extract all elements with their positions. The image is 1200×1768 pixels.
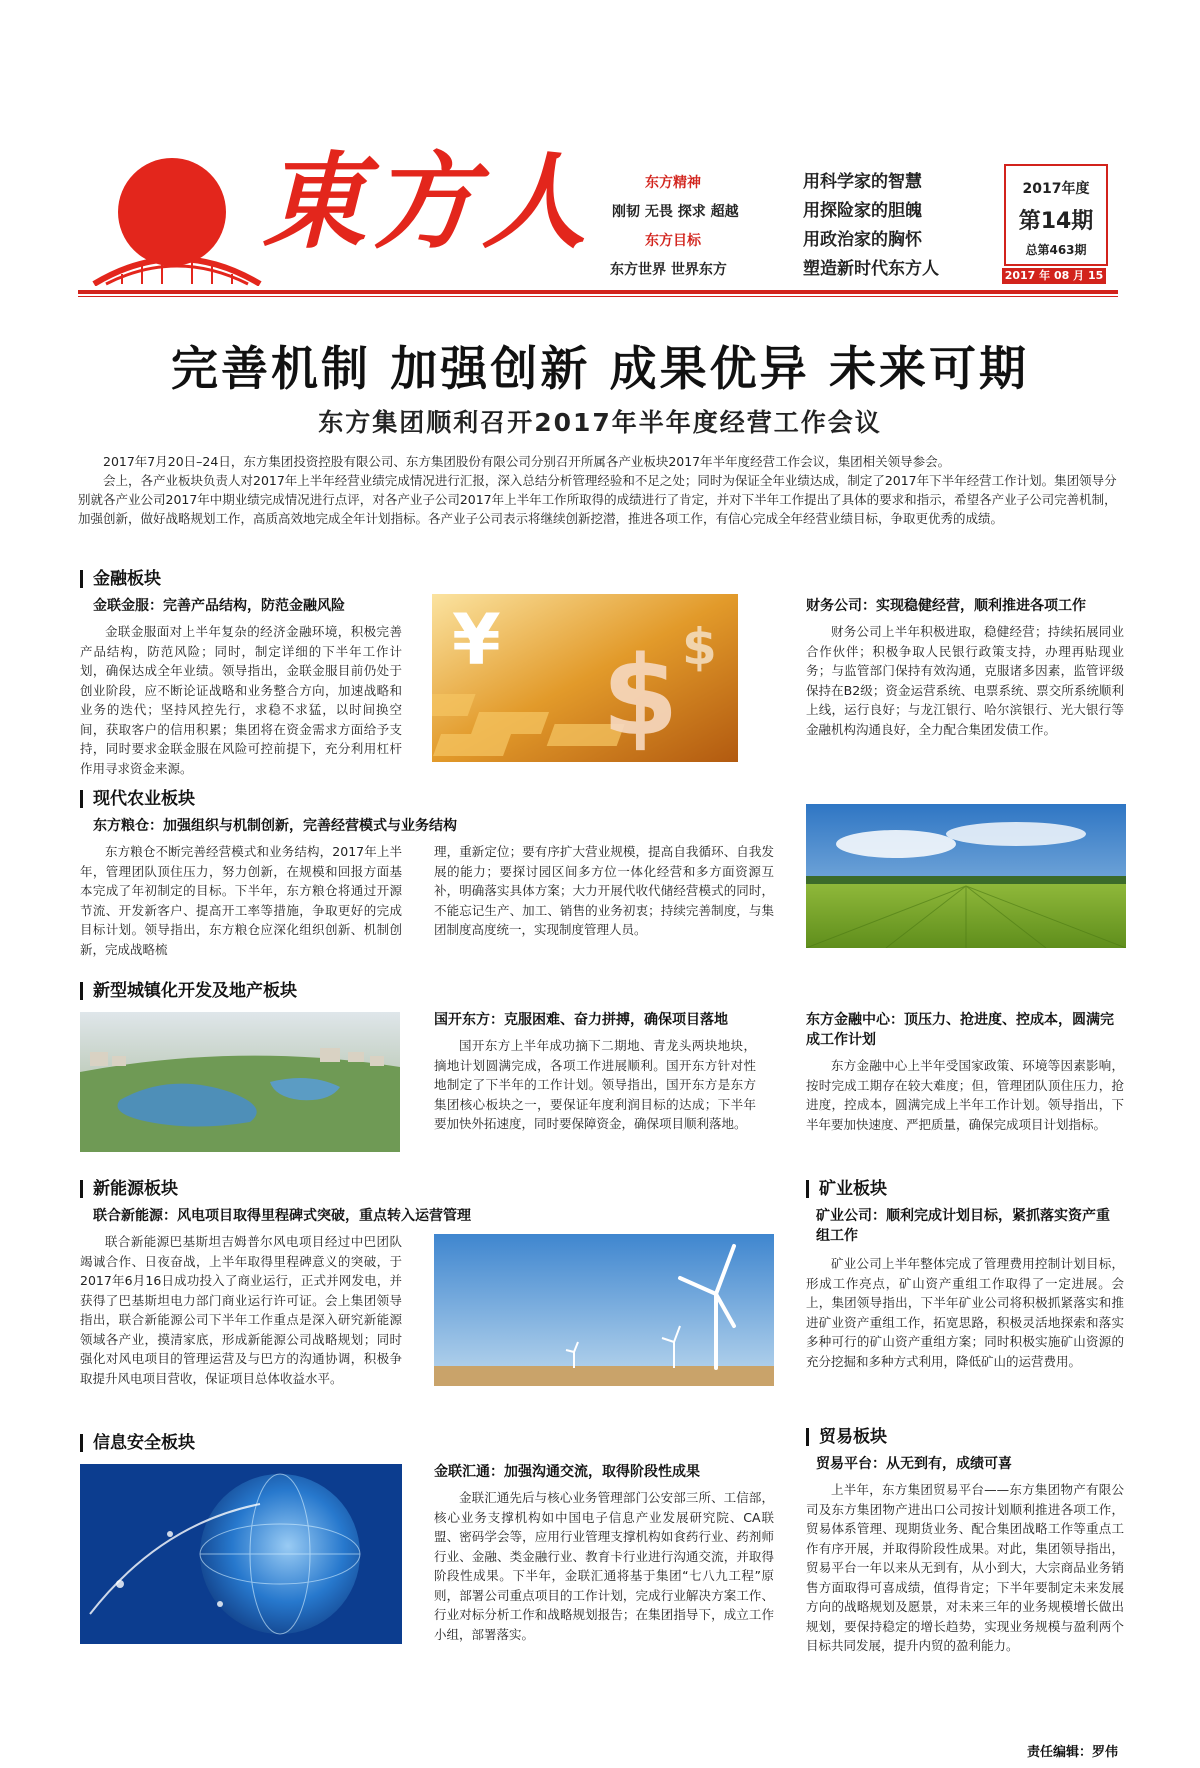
section-finance-title: 金融板块 <box>80 570 161 588</box>
slogan-2: 用探险家的胆魄 <box>803 201 922 221</box>
svg-text:$: $ <box>602 632 679 760</box>
farm-field-photo <box>806 804 1126 948</box>
article-title: 矿业公司：顺利完成计划目标，紧抓落实资产重组工作 <box>816 1208 1110 1244</box>
city-aerial-photo <box>80 1012 400 1152</box>
article-title: 国开东方：克服困难、奋力拼搏，确保项目落地 <box>434 1012 728 1028</box>
article-body: 上半年，东方集团贸易平台——东方集团物产有限公司及东方集团物产进出口公司按计划顺利推进各项工作，贸易体系管理、现期货业务、配合集团战略工作等重点工作有序开展，并取得阶段性成果。对此，集团领导指出，贸易平台一年以来从无到有，从小到大，大宗商品业务销售方面取得可喜成绩，值得肯定；下半年要制定未来发展方向的战略规划及愿景，对未来三年的业务规模增长做出规划，要保持稳定的增长趋势，实现业务规模与盈利两个目标共同发展，提升内贸的盈利能力。 <box>806 1482 1124 1653</box>
article-body: 矿业公司上半年整体完成了管理费用控制计划目标，形成工作亮点，矿山资产重组工作取得了一定进展。会上，集团领导指出，下半年矿业公司将积极抓紧落实和推进矿业资产重组工作，拓宽思路，积极灵活地探索和落实多种可行的矿山资产重组方案；同时积极实施矿山资源的充分挖掘和多种方式利用，降低矿山的运营费用。 <box>806 1256 1124 1369</box>
article-body: 国开东方上半年成功摘下二期地、青龙头两块地块，摘地计划圆满完成，各项工作进展顺利。国开东方针对性地制定了下半年的工作计划。领导指出，国开东方是东方集团核心板块之一，要保证年度利润目标的达成；下半年要加快外拓速度，同时要保障资金，确保项目顺利落地。 <box>434 1038 756 1131</box>
section-urban-title: 新型城镇化开发及地产板块 <box>80 982 297 1000</box>
masthead-rule-thin <box>78 296 1118 297</box>
wind-turbine-photo <box>434 1234 774 1386</box>
article-title: 贸易平台：从无到有，成绩可喜 <box>816 1456 1012 1472</box>
issue-date: 2017 年 08 月 15 <box>1002 268 1106 284</box>
motto2-value: 东方世界 世界东方 <box>610 262 727 278</box>
article-body: 东方粮仓不断完善经营模式和业务结构，2017年上半年，管理团队顶住压力，努力创新，在规模和回报方面基本完成了年初制定的目标。下半年，东方粮仓将通过开源节流、开发新客户、提高开工率等措施，争取更好的完成目标计划。领导指出，东方粮仓应深化组织创新、机制创新，完成战略梳 <box>80 844 402 957</box>
article-body: 东方金融中心上半年受国家政策、环境等因素影响，按时完成工期存在较大难度；但，管理团队顶住压力，抢进度，控成本，圆满完成上半年工作计划。领导指出，下半年要加快速度、严把质量，确保完成项目计划指标。 <box>806 1058 1124 1132</box>
masthead-logo-text: 東方人 <box>262 140 593 263</box>
section-energy-title: 新能源板块 <box>80 1180 178 1198</box>
issue-box <box>1004 164 1108 266</box>
slogan-4: 塑造新时代东方人 <box>803 259 939 279</box>
article-title: 金联汇通：加强沟通交流，取得阶段性成果 <box>434 1464 700 1480</box>
intro-paragraph: 2017年7月20日–24日，东方集团投资控股有限公司、东方集团股份有限公司分别召开所属各产业板块2017年半年度经营工作会议，集团相关领导参会。 <box>103 454 951 469</box>
article-title: 联合新能源：风电项目取得里程碑式突破，重点转入运营管理 <box>93 1208 471 1224</box>
article-body: 联合新能源巴基斯坦吉姆普尔风电项目经过中巴团队竭诚合作、日夜奋战，上半年取得里程碑意义的突破，于2017年6月16日成功投入了商业运行，正式并网发电，并获得了巴基斯坦电力部门商业运行许可证。会上集团领导指出，联合新能源公司下半年工作重点是深入研究新能源领域各产业，摸清家底，形成新能源公司战略规划；同时强化对风电项目的管理运营及与巴方的沟通协调，积极争取提升风电项目营收，保证项目总体收益水平。 <box>80 1234 402 1386</box>
issue-number: 第14期 <box>1018 209 1094 234</box>
issue-year: 2017年度 <box>1022 181 1090 197</box>
article-body: 金联汇通先后与核心业务管理部门公安部三所、工信部，核心业务支撑机构如中国电子信息产业发展研究院、CA联盟、密码学会等，应用行业管理支撑机构如食药行业、药剂师行业、金融、类金融行业、教育卡行业进行沟通交流，并取得阶段性成果。下半年，金联汇通将基于集团“七八九工程”原则，部署公司重点项目的工作计划，完成行业解决方案工作、行业对标分析工作和战略规划报告；在集团指导下，成立工作小组，部署落实。 <box>434 1490 774 1642</box>
article-title: 金联金服：完善产品结构，防范金融风险 <box>93 598 345 614</box>
slogan-1: 用科学家的智慧 <box>803 172 922 192</box>
article-body: 金联金服面对上半年复杂的经济金融环境，积极完善产品结构，防范风险；同时，制定详细的下半年工作计划，确保达成全年业绩。领导指出，金联金服目前仍处于创业阶段，应不断论证战略和业务整合方向，加速战略和业务的迭代；坚持风控先行，求稳不求猛，以时间换空间，获取客户的信用积累；集团将在资金需求方面给予支持，同时要求金联金服在风险可控前提下，充分利用杠杆作用寻求资金来源。 <box>80 624 402 776</box>
issue-total: 总第463期 <box>1025 243 1087 257</box>
intro-text <box>78 452 1122 528</box>
article-title: 东方粮仓：加强组织与机制创新，完善经营模式与业务结构 <box>93 818 457 834</box>
motto1-value: 刚韧 无畏 探求 超越 <box>612 204 739 220</box>
svg-text:$: $ <box>682 618 717 676</box>
section-agri-title: 现代农业板块 <box>80 790 195 808</box>
global-network-photo <box>80 1464 402 1644</box>
sub-headline: 东方集团顺利召开2017年半年度经营工作会议 <box>318 408 882 437</box>
section-infosec-title: 信息安全板块 <box>80 1434 195 1452</box>
section-mining-title: 矿业板块 <box>806 1180 887 1198</box>
gold-currency-photo <box>432 594 738 762</box>
editor-credit: 责任编辑：罗伟 <box>1026 1745 1118 1760</box>
motto2-label: 东方目标 <box>645 233 701 249</box>
intro-paragraph: 会上，各产业板块负责人对2017年上半年经营业绩完成情况进行汇报，深入总结分析管理经验和不足之处；同时为保证全年业绩达成，制定了2017年下半年经营工作计划。集团领导分别就各产业公司2017年中期业绩完成情况进行点评，对各产业子公司2017年上半年工作所取得的成绩进行了肯定，并对下半年工作提出了具体的要求和指示，希望各产业子公司完善机制，加强创新，做好战略规划工作，高质高效地完成全年计划指标。各产业子公司表示将继续创新挖潜，推进各项工作，有信心完成全年经营业绩目标，争取更优秀的成绩。 <box>78 473 1117 526</box>
masthead-rule <box>78 290 1118 294</box>
motto1-label: 东方精神 <box>645 175 701 191</box>
logo-bridge-icon <box>92 236 262 286</box>
article-body: 财务公司上半年积极进取，稳健经营；持续拓展同业合作伙伴；积极争取人民银行政策支持，办理再贴现业务；与监管部门保持有效沟通，克服诸多因素，监管评级保持在B2级；资金运营系统、电票系统、票交所系统顺利上线，运行良好；与龙江银行、哈尔滨银行、光大银行等金融机构沟通良好，全力配合集团发债工作。 <box>806 624 1124 737</box>
article-body-continued: 理，重新定位；要有序扩大营业规模，提高自我循环、自我发展的能力；要探讨园区间多方位一体化经营和多方面资源互补，明确落实具体方案；大力开展代收代储经营模式的同时，不能忘记生产、加工、销售的业务初衷；持续完善制度，与集团制度高度统一，实现制度管理人员。 <box>434 844 774 937</box>
section-trade-title: 贸易板块 <box>806 1428 887 1446</box>
article-title: 东方金融中心：顶压力、抢进度、控成本，圆满完成工作计划 <box>806 1012 1114 1048</box>
article-title: 财务公司：实现稳健经营，顺利推进各项工作 <box>806 598 1086 614</box>
slogan-3: 用政治家的胸怀 <box>803 230 922 250</box>
main-headline: 完善机制 加强创新 成果优异 未来可期 <box>170 342 1030 397</box>
svg-text:¥: ¥ <box>452 599 501 681</box>
